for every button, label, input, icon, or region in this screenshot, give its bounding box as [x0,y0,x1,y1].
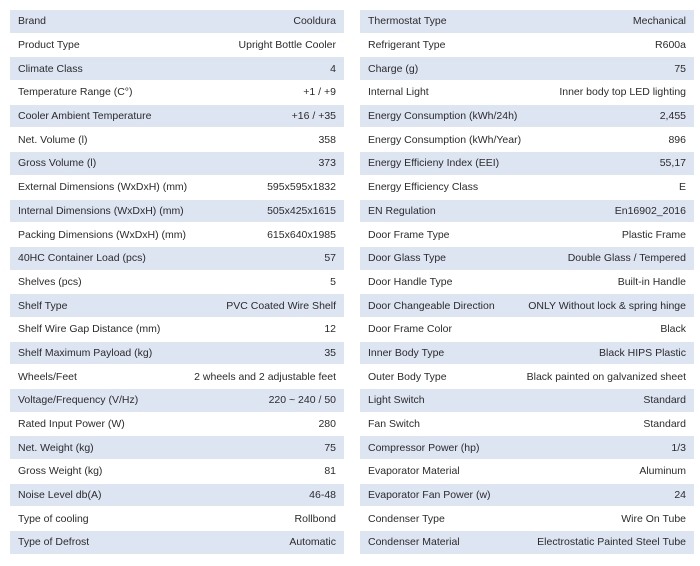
spec-row [360,34,694,58]
spec-row [360,460,694,484]
spec-value: 220 ~ 240 / 50 [268,394,336,407]
spec-label: Product Type [18,39,80,52]
spec-row [360,436,694,460]
spec-label: Door Changeable Direction [368,299,495,312]
spec-value: 75 [324,441,336,454]
spec-label: Fan Switch [368,418,420,431]
spec-row [10,176,344,200]
spec-value: Upright Bottle Cooler [238,39,336,52]
spec-label: Cooler Ambient Temperature [18,110,152,123]
spec-label: Noise Level db(A) [18,489,102,502]
spec-value: 896 [668,133,686,146]
spec-row [360,484,694,508]
spec-value: 373 [318,157,336,170]
spec-row [10,223,344,247]
spec-label: Evaporator Material [368,465,460,478]
spec-row [360,531,694,555]
spec-row [360,389,694,413]
spec-label: Energy Efficieny Index (EEI) [368,157,500,170]
spec-label: Energy Efficiency Class [368,181,479,194]
spec-value: Double Glass / Tempered [567,252,686,265]
spec-row [10,10,344,34]
spec-row [360,413,694,437]
spec-label: Door Handle Type [368,275,453,288]
spec-row [360,105,694,129]
spec-value: 57 [324,252,336,265]
spec-label: Net. Volume (l) [18,133,88,146]
spec-value: 1/3 [671,441,686,454]
spec-label: Door Frame Type [368,228,450,241]
spec-row [10,247,344,271]
spec-row [360,507,694,531]
spec-label: Internal Dimensions (WxDxH) (mm) [18,204,184,217]
spec-row [360,247,694,271]
spec-row [10,105,344,129]
spec-value: 35 [324,346,336,359]
spec-label: 40HC Container Load (pcs) [18,252,146,265]
spec-label: Outer Body Type [368,370,447,383]
spec-label: Packing Dimensions (WxDxH) (mm) [18,228,187,241]
spec-row [10,128,344,152]
spec-value: 4 [330,62,336,75]
spec-row [10,460,344,484]
spec-label: Climate Class [18,62,83,75]
spec-value: Standard [643,418,686,431]
spec-value: Wire On Tube [621,512,686,525]
spec-label: Shelf Type [18,299,68,312]
spec-label: Gross Weight (kg) [18,465,103,478]
spec-value: En16902_2016 [614,204,686,217]
spec-value: 2 wheels and 2 adjustable feet [194,370,336,383]
spec-value: 595x595x1832 [267,181,336,194]
spec-row [360,200,694,224]
spec-row [10,413,344,437]
spec-value: Aluminum [639,465,686,478]
spec-row [360,81,694,105]
spec-label: Gross Volume (l) [18,157,97,170]
spec-row [360,271,694,295]
spec-row [10,484,344,508]
spec-value: 46-48 [309,489,336,502]
spec-label: Charge (g) [368,62,419,75]
spec-value: Electrostatic Painted Steel Tube [537,536,686,549]
spec-value: Black HIPS Plastic [599,346,686,359]
spec-row [10,152,344,176]
spec-value: PVC Coated Wire Shelf [226,299,336,312]
spec-row [360,223,694,247]
spec-value: 5 [330,275,336,288]
spec-label: Thermostat Type [368,15,447,28]
spec-value: 55,17 [659,157,686,170]
spec-value: 12 [324,323,336,336]
spec-value: 505x425x1615 [267,204,336,217]
spec-label: Net. Weight (kg) [18,441,94,454]
spec-label: EN Regulation [368,204,436,217]
spec-label: Shelf Wire Gap Distance (mm) [18,323,161,336]
spec-value: R600a [655,39,686,52]
spec-row [10,531,344,555]
spec-label: Temperature Range (C°) [18,86,133,99]
spec-label: Type of Defrost [18,536,90,549]
spec-row [10,200,344,224]
spec-value: 81 [324,465,336,478]
spec-value: 24 [674,489,686,502]
spec-value: Inner body top LED lighting [559,86,686,99]
spec-value: +16 / +35 [291,110,336,123]
spec-value: +1 / +9 [303,86,336,99]
spec-row [360,342,694,366]
spec-value: Automatic [289,536,336,549]
spec-label: Door Glass Type [368,252,447,265]
spec-row [360,57,694,81]
spec-label: Shelves (pcs) [18,275,82,288]
spec-value: Standard [643,394,686,407]
spec-row [10,81,344,105]
spec-row [10,507,344,531]
spec-row [360,176,694,200]
spec-label: Energy Consumption (kWh/Year) [368,133,522,146]
spec-label: Energy Consumption (kWh/24h) [368,110,518,123]
spec-value: ONLY Without lock & spring hinge [528,299,686,312]
spec-label: Condenser Material [368,536,460,549]
spec-row [10,294,344,318]
spec-row [10,57,344,81]
spec-row [10,271,344,295]
spec-value: Rollbond [294,512,336,525]
spec-label: Inner Body Type [368,346,445,359]
spec-label: Light Switch [368,394,425,407]
spec-label: Shelf Maximum Payload (kg) [18,346,153,359]
spec-label: Rated Input Power (W) [18,418,125,431]
spec-value: 75 [674,62,686,75]
spec-value: 2,455 [659,110,686,123]
spec-value: 615x640x1985 [267,228,336,241]
spec-table [10,10,694,555]
spec-label: External Dimensions (WxDxH) (mm) [18,181,188,194]
spec-column-right [360,10,694,555]
spec-value: Plastic Frame [621,228,686,241]
spec-label: Condenser Type [368,512,445,525]
spec-row [360,152,694,176]
spec-row [10,34,344,58]
spec-label: Evaporator Fan Power (w) [368,489,491,502]
spec-row [360,294,694,318]
spec-row [360,128,694,152]
spec-label: Door Frame Color [368,323,453,336]
spec-label: Wheels/Feet [18,370,77,383]
spec-row [10,342,344,366]
spec-row [10,436,344,460]
spec-row [360,365,694,389]
spec-row [10,389,344,413]
spec-row [10,365,344,389]
spec-value: 358 [318,133,336,146]
spec-row [360,318,694,342]
spec-row [360,10,694,34]
spec-label: Brand [18,15,47,28]
spec-value: Black painted on galvanized sheet [526,370,686,383]
spec-value: Cooldura [293,15,336,28]
spec-value: Mechanical [632,15,686,28]
spec-value: 280 [318,418,336,431]
spec-label: Refrigerant Type [368,39,446,52]
spec-value: Built-in Handle [617,275,686,288]
spec-column-left [10,10,344,555]
spec-label: Compressor Power (hp) [368,441,480,454]
spec-label: Internal Light [368,86,429,99]
spec-label: Voltage/Frequency (V/Hz) [18,394,139,407]
spec-value: Black [660,323,686,336]
spec-row [10,318,344,342]
spec-value: E [678,181,686,194]
spec-label: Type of cooling [18,512,89,525]
